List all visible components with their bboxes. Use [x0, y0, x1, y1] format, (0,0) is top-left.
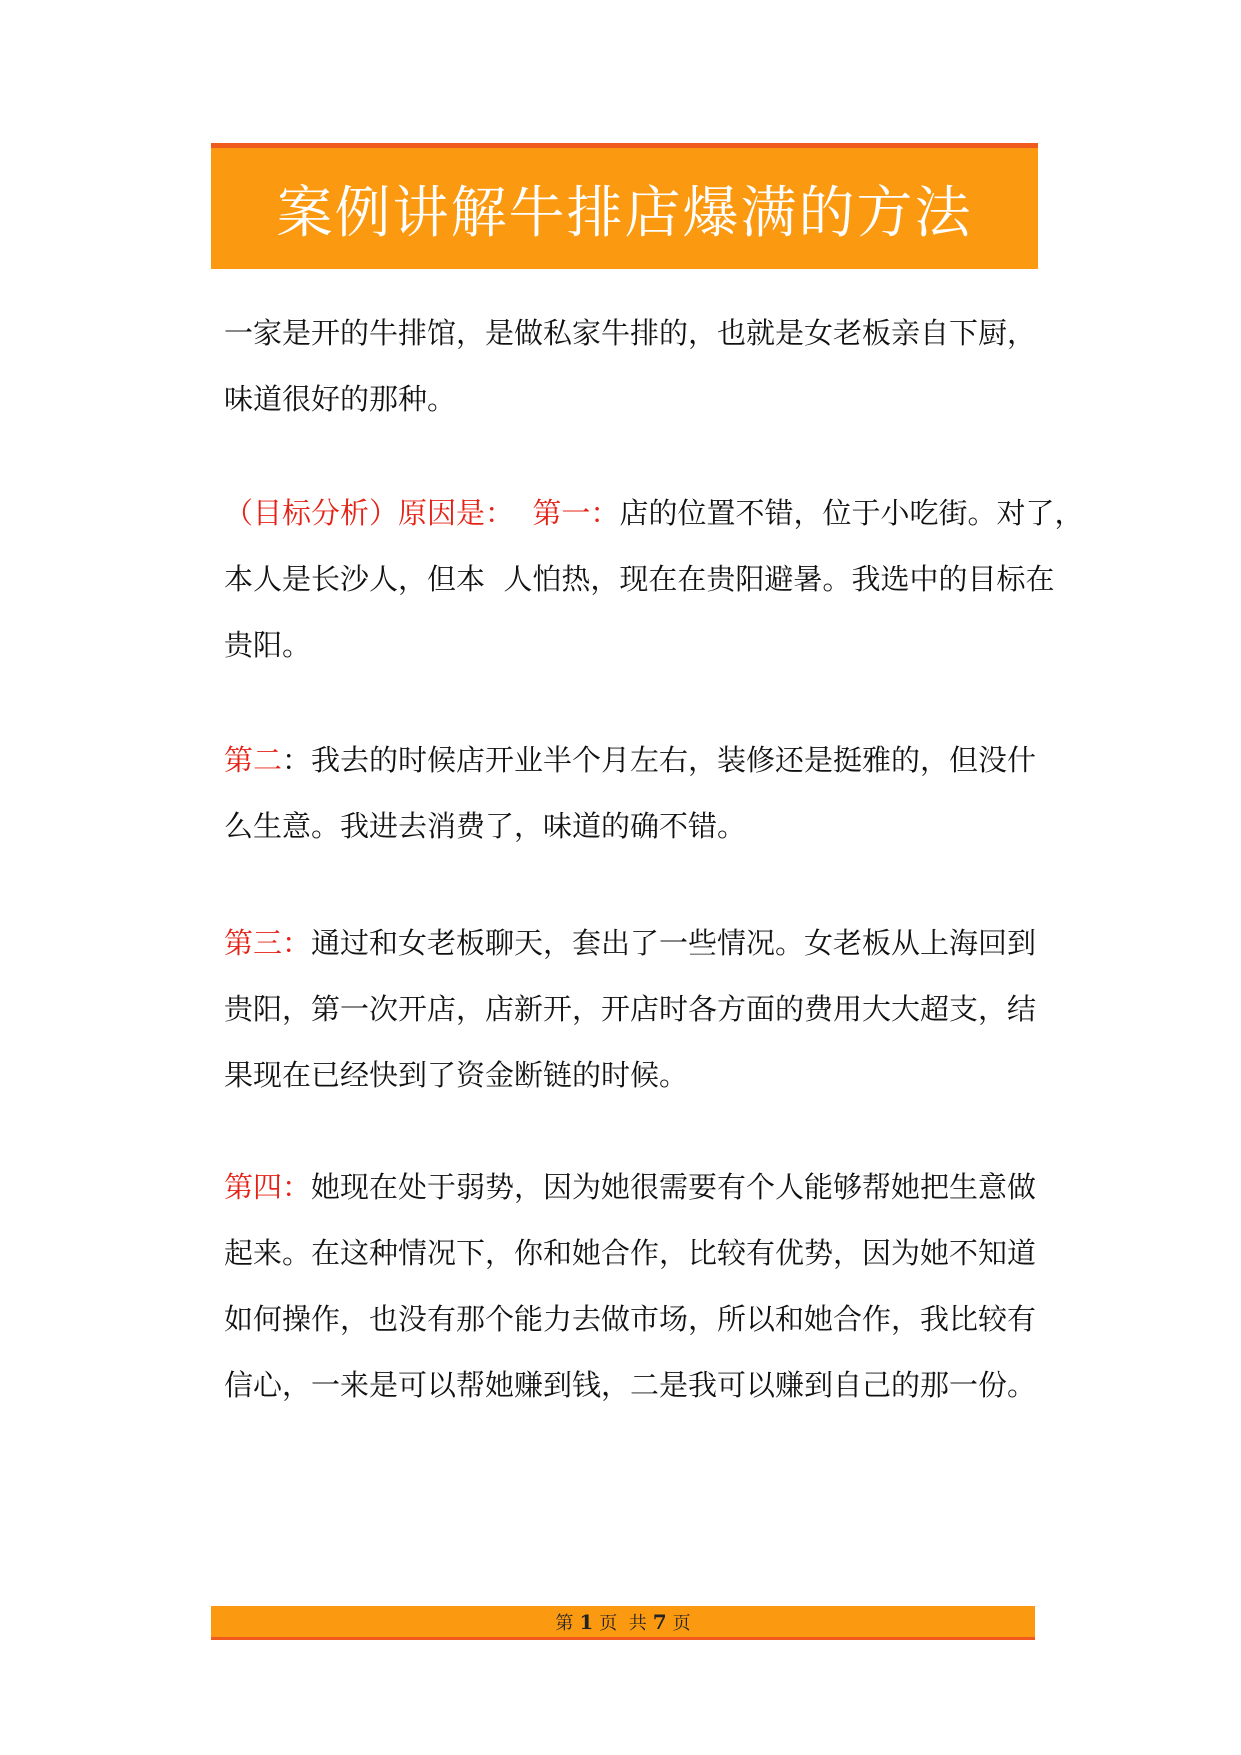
paragraph-line — [224, 1352, 1074, 1418]
current-page-number: 1 — [579, 1609, 594, 1634]
text-run: 店的位置不错，位于小吃街。对了， — [619, 496, 1084, 530]
paragraph-line — [224, 910, 1074, 976]
footer-prefix: 第 — [555, 1612, 574, 1634]
text-run: 如何操作，也没有那个能力去做市场，所以和她合作，我比较有 — [224, 1302, 1037, 1336]
paragraph-intro — [224, 300, 1074, 432]
page-footer — [211, 1606, 1035, 1640]
title-banner — [211, 143, 1038, 269]
paragraph-line — [224, 546, 1074, 612]
text-run: 贵阳，第一次开店，店新开，开店时各方面的费用大大超支，结 — [224, 992, 1037, 1026]
paragraph-line — [224, 976, 1074, 1042]
paragraph-line — [224, 1042, 1074, 1108]
total-pages-number: 7 — [652, 1609, 667, 1634]
paragraph-line — [224, 727, 1074, 793]
paragraph-line — [224, 480, 1084, 546]
text-run: 一家是开的牛排馆，是做私家牛排的，也就是女老板亲自下厨， — [224, 316, 1037, 350]
point-label: （目标分析）原因是： 第一： — [224, 496, 620, 530]
text-run: 通过和女老板聊天，套出了一些情况。女老板从上海回到 — [311, 926, 1037, 960]
paragraph-point-2 — [224, 727, 1074, 859]
text-run: 她现在处于弱势，因为她很需要有个人能够帮她把生意做 — [311, 1170, 1037, 1204]
paragraph-point-3 — [224, 910, 1074, 1108]
document-title: 案例讲解牛排店爆满的方法 — [276, 180, 973, 246]
paragraph-line — [224, 612, 1074, 678]
paragraph-line — [224, 793, 1074, 859]
footer-middle: 页 共 — [599, 1612, 647, 1634]
text-run: 果现在已经快到了资金断链的时候。 — [224, 1058, 689, 1092]
text-run: 起来。在这种情况下，你和她合作，比较有优势，因为她不知道 — [224, 1236, 1037, 1270]
paragraph-point-1 — [224, 480, 1084, 678]
point-label: 第二 — [224, 743, 283, 777]
point-label: 第四： — [224, 1170, 312, 1204]
paragraph-line — [224, 1220, 1074, 1286]
point-label: 第三： — [224, 926, 312, 960]
paragraph-line — [224, 1154, 1074, 1220]
text-run: 味道很好的那种。 — [224, 382, 457, 416]
footer-suffix: 页 — [672, 1612, 691, 1634]
paragraph-line — [224, 366, 1074, 432]
text-run: 本人是长沙人，但本 人怕热，现在在贵阳避暑。我选中的目标在 — [224, 562, 1055, 596]
paragraph-line — [224, 300, 1074, 366]
text-run: 信心，一来是可以帮她赚到钱，二是我可以赚到自己的那一份。 — [224, 1368, 1037, 1402]
text-run: 么生意。我进去消费了，味道的确不错。 — [224, 809, 747, 843]
text-run: ：我去的时候店开业半个月左右，装修还是挺雅的，但没什 — [282, 743, 1037, 777]
text-run: 贵阳。 — [224, 628, 312, 662]
paragraph-point-4 — [224, 1154, 1074, 1418]
paragraph-line — [224, 1286, 1074, 1352]
